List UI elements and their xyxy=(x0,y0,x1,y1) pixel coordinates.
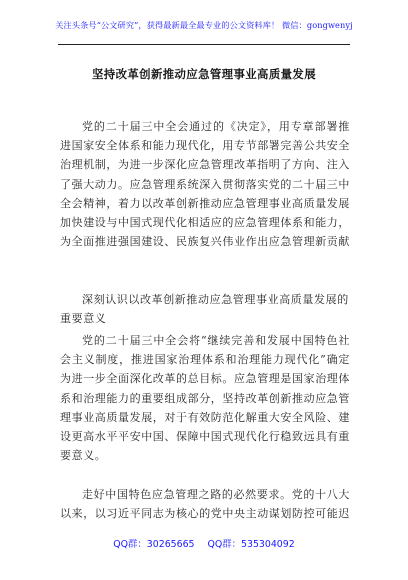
paragraph-intro: 党的二十届三中全会通过的《决定》，用专章部署推进国家安全体系和能力现代化，用专节部署完善公共安全治理机制，为进一步深化应急管理改革指明了方向、注入了强大动力。应急管理系统深入贯彻落实党的二十届三中全会精神，着力以改革创新推动应急管理事业高质量发展加快建设与中国式现代化相适应的应急管理体系和能力，为全面推进强国建设、民族复兴伟业作出应急管理新贡献 xyxy=(60,120,350,249)
section-heading: 深刻认识以改革创新推动应急管理事业高质量发展的重要意义 xyxy=(60,293,349,326)
footer-qq-groups: QQ群：30265665 QQ群：535304092 xyxy=(113,539,295,550)
header-divider xyxy=(58,44,350,45)
document-title: 坚持改革创新推动应急管理事业高质量发展 xyxy=(91,67,317,81)
header-promo-note: 关注头条号“公文研究”，获得最新最全最专业的公文资料库！ 微信：gongwenyj xyxy=(55,20,353,30)
paragraph-significance: 党的二十届三中全会将“继续完善和发展中国特色社会主义制度，推进国家治理体系和治理能力现代化”确定为进一步全面深化改革的总目标。应急管理是国家治理体系和治理能力的重要组成部分，坚持改革创新推动应急管理事业高质量发展，对于有效防范化解重大安全风险、建设更高水平平安中国、保障中国式现代化行稳致远具有重要意义。 xyxy=(60,334,350,463)
paragraph-requirement: 走好中国特色应急管理之路的必然要求。党的十八大以来，以习近平同志为核心的党中央主动谋划防控可能迟 xyxy=(60,488,350,521)
